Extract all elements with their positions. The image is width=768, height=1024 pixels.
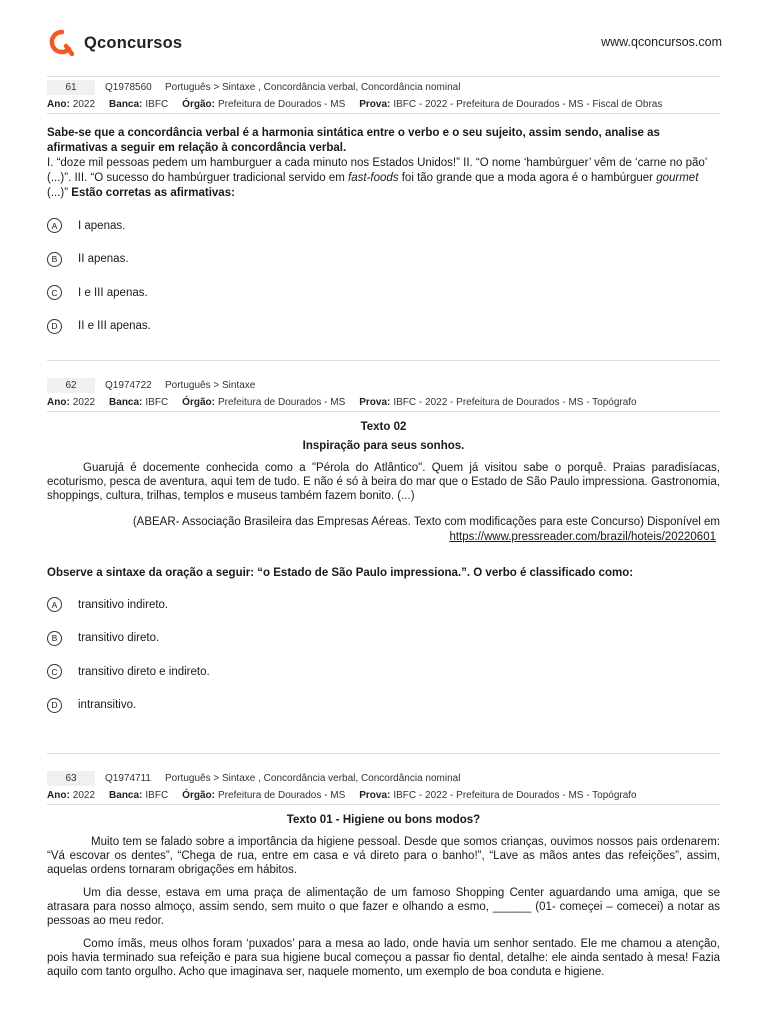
option-letter[interactable]: D xyxy=(47,698,62,713)
question-id[interactable]: Q1974711 xyxy=(105,772,151,784)
option-text: II apenas. xyxy=(78,253,129,266)
option-letter[interactable]: C xyxy=(47,664,62,679)
option-text: transitivo indireto. xyxy=(78,598,169,611)
orgao-value: Prefeitura de Dourados - MS xyxy=(217,789,346,801)
text-paragraph-3: Como ímãs, meus olhos foram ‘puxados’ para a mesa ao lado, onde havia um senhor sentado. Ele me chamou a atenção, pois havia terminado sua refeição e para sua higiene bucal começou a passar fio dental, detalhe: ele ainda sentado à mesa! Fazia aquilo com tanto orgulho. Acho que imaginava ser, naquele momento, um exemplo de boa conduta e higiene. xyxy=(47,938,720,978)
statement-italic-1: fast-foods xyxy=(348,172,399,184)
prova-value: IBFC - 2022 - Prefeitura de Dourados - MS - Topógrafo xyxy=(393,396,637,408)
option-letter[interactable]: B xyxy=(47,252,62,267)
brand-logo[interactable] xyxy=(47,28,182,58)
question-meta xyxy=(47,377,720,393)
statement-part-2: foi tão grande que a moda agora é o hambúrguer xyxy=(398,172,657,184)
question-62 xyxy=(47,360,720,722)
option-text: intransitivo. xyxy=(78,699,137,712)
option-d[interactable] xyxy=(47,310,720,344)
prova-label: Prova: xyxy=(359,789,391,801)
question-id[interactable]: Q1974722 xyxy=(105,379,152,391)
option-b[interactable] xyxy=(47,243,720,277)
orgao-value: Prefeitura de Dourados - MS xyxy=(217,396,346,408)
prova-label: Prova: xyxy=(359,396,391,408)
brand-name: Qconcursos xyxy=(84,33,183,52)
text-label: Texto 02 xyxy=(360,421,407,433)
question-statement: Observe a sintaxe da oração a seguir: “o Estado de São Paulo impressiona.”. O verbo é classificado como: xyxy=(47,567,634,579)
banca-label: Banca: xyxy=(109,396,143,408)
source-link[interactable]: https://www.pressreader.com/brazil/hoteis/20220601 xyxy=(449,531,716,543)
ano-label: Ano: xyxy=(47,396,70,408)
question-id[interactable]: Q1978560 xyxy=(105,81,152,93)
question-category[interactable]: Português > Sintaxe , Concordância verbal, Concordância nominal xyxy=(165,772,461,784)
question-meta xyxy=(47,770,720,786)
prova-value: IBFC - 2022 - Prefeitura de Dourados - MS - Topógrafo xyxy=(393,789,637,801)
ano-label: Ano: xyxy=(47,98,70,110)
options-list xyxy=(47,588,720,722)
orgao-label: Órgão: xyxy=(182,396,215,408)
banca-label: Banca: xyxy=(109,98,143,110)
ano-value: 2022 xyxy=(72,98,96,110)
option-letter[interactable]: D xyxy=(47,319,62,334)
statement-italic-2: gourmet xyxy=(656,172,699,184)
statement-question: Estão corretas as afirmativas: xyxy=(71,187,235,199)
statement-intro: Sabe-se que a concordância verbal é a harmonia sintática entre o verbo e o seu sujeito, assim sendo, analise as afirmativas a seguir em relação à concordância verbal. xyxy=(47,127,660,154)
prova-value: IBFC - 2022 - Prefeitura de Dourados - MS - Fiscal de Obras xyxy=(393,98,663,110)
text-title: Texto 01 - Higiene ou bons modos? xyxy=(286,814,481,826)
banca-value: IBFC xyxy=(145,396,169,408)
question-meta xyxy=(47,79,720,95)
orgao-label: Órgão: xyxy=(182,789,215,801)
option-letter[interactable]: C xyxy=(47,285,62,300)
text-body: Guarujá é docemente conhecida como a "Pérola do Atlântico". Quem já visitou sabe o porquê. Praias paradisíacas, ecoturismo, pesca de aventura, aqui tem de tudo. E não é só à beira do mar que o Estado de São Paulo impressiona. Gastronomia, shoppings, cultura, trilhas, templos e museus também fazem bonito. (...) xyxy=(47,462,720,502)
option-letter[interactable]: B xyxy=(47,631,62,646)
option-text: I e III apenas. xyxy=(78,286,148,299)
prova-label: Prova: xyxy=(359,98,391,110)
option-a[interactable] xyxy=(47,209,720,243)
option-b[interactable] xyxy=(47,622,720,656)
banca-label: Banca: xyxy=(109,789,143,801)
option-c[interactable] xyxy=(47,655,720,689)
option-text: transitivo direto e indireto. xyxy=(78,665,210,678)
qconcursos-logo-icon xyxy=(47,28,77,58)
text-paragraph-2: Um dia desse, estava em uma praça de alimentação de um famoso Shopping Center aguardando uma amiga, que se atrasara para nosso almoço, assim sendo, sem muito o que fazer e olhando a esmo, ______ (01- começei – comecei) a notar as pessoas ao meu redor. xyxy=(47,887,720,927)
banca-value: IBFC xyxy=(145,789,169,801)
option-text: II e III apenas. xyxy=(78,320,151,333)
options-list xyxy=(47,209,720,343)
statement-part-3: (...)” xyxy=(47,187,72,199)
option-text: I apenas. xyxy=(78,219,126,232)
text-paragraph-1: Muito tem se falado sobre a importância da higiene pessoal. Desde que somos crianças, ouvimos nossos pais ordenarem: “Vá escovar os dentes”, “Chega de rua, entre em casa e vá direto para o banho!”, “Lave as mãos antes das refeições”, assim, aquelas ordens tornaram obrigações em hábitos. xyxy=(47,836,720,876)
option-text: transitivo direto. xyxy=(78,632,160,645)
option-a[interactable] xyxy=(47,588,720,622)
question-info xyxy=(47,786,720,805)
ano-value: 2022 xyxy=(72,789,96,801)
ano-label: Ano: xyxy=(47,789,70,801)
question-number: 62 xyxy=(47,378,95,393)
question-61 xyxy=(47,76,720,343)
option-c[interactable] xyxy=(47,276,720,310)
question-number: 63 xyxy=(47,771,95,786)
page-header xyxy=(47,28,722,62)
question-category[interactable]: Português > Sintaxe , Concordância verbal, Concordância nominal xyxy=(165,81,461,93)
statement-part-1: I. “doze mil pessoas pedem um hamburguer a cada minuto nos Estados Unidos!” II. “O nome ‘hambúrguer’ vêm de ‘carne no pão’ (...)”. III. “O sucesso do hambúrguer tradicional servido em xyxy=(47,157,707,184)
ano-value: 2022 xyxy=(72,396,96,408)
question-number: 61 xyxy=(47,80,95,95)
text-title: Inspiração para seus sonhos. xyxy=(302,440,465,452)
question-info xyxy=(47,95,720,114)
option-letter[interactable]: A xyxy=(47,597,62,612)
option-letter[interactable]: A xyxy=(47,218,62,233)
question-63 xyxy=(47,753,720,979)
site-url[interactable]: www.qconcursos.com xyxy=(601,35,722,49)
option-d[interactable] xyxy=(47,689,720,723)
question-category[interactable]: Português > Sintaxe xyxy=(165,379,256,391)
orgao-label: Órgão: xyxy=(182,98,215,110)
question-statement xyxy=(47,126,720,201)
orgao-value: Prefeitura de Dourados - MS xyxy=(217,98,346,110)
question-info xyxy=(47,393,720,412)
text-source: (ABEAR- Associação Brasileira das Empresas Aéreas. Texto com modificações para este Concurso) Disponível em xyxy=(132,516,720,528)
banca-value: IBFC xyxy=(145,98,169,110)
